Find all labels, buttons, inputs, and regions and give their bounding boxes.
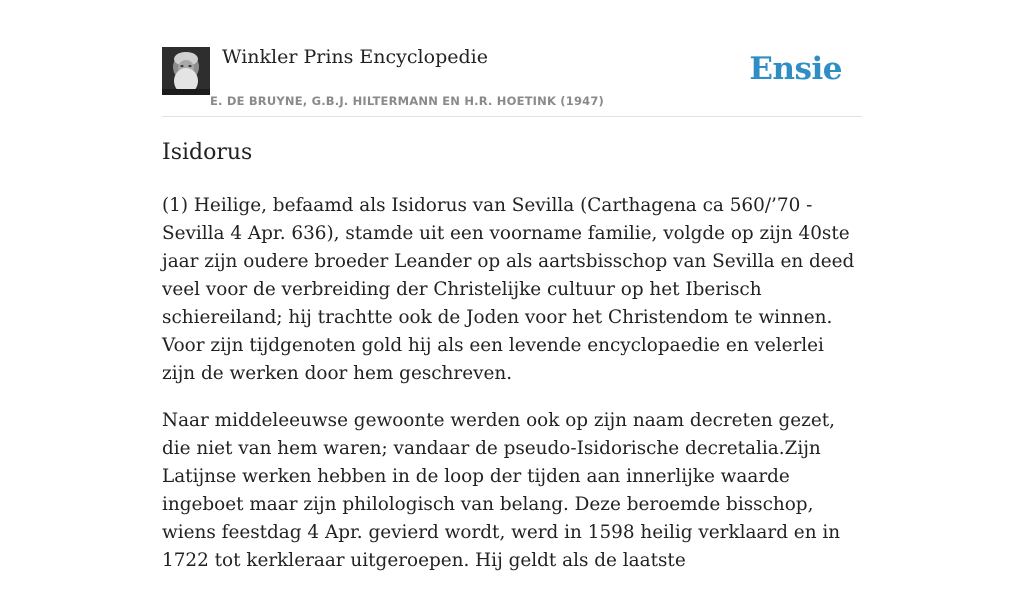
- authors-line: E. DE BRUYNE, G.B.J. HILTERMANN EN H.R. HOETINK (1947): [210, 94, 605, 108]
- brand-logo[interactable]: Ensie: [749, 51, 842, 87]
- article-body: [162, 192, 862, 594]
- author-avatar[interactable]: [162, 47, 210, 95]
- header: [162, 0, 862, 117]
- paragraph: (1) Heilige, befaamd als Isidorus van Sevilla (Carthagena ca 560/’70 - Sevilla 4 Apr. 636), stamde uit een voorname familie, volgde op zijn 40ste jaar zijn oudere broeder Leander op als aartsbisschop van Sevilla en deed veel voor de verbreiding der Christelijke cultuur op het Iberisch schiereiland; hij trachtte ook de Joden voor het Christendom te winnen. Voor zijn tijdgenoten gold hij als een levende encyclopaedie en velerlei zijn de werken door hem geschreven.: [162, 195, 855, 384]
- portrait-image: [162, 47, 210, 95]
- page: [162, 0, 862, 571]
- article-title: Isidorus: [162, 140, 253, 165]
- paragraph: Naar middeleeuwse gewoonte werden ook op zijn naam decreten gezet, die niet van hem waren; vandaar de pseudo-Isidorische decretalia.Zijn Latijnse werken hebben in de loop der tijden aan innerlijke waarde ingeboet maar zijn philologisch van belang. Deze beroemde bisschop, wiens feestdag 4 Apr. gevierd wordt, werd in 1598 heilig verklaard en in 1722 tot kerkleraar uitgeroepen. Hij geldt als de laatste: [162, 410, 841, 571]
- site-name[interactable]: Winkler Prins Encyclopedie: [222, 46, 488, 68]
